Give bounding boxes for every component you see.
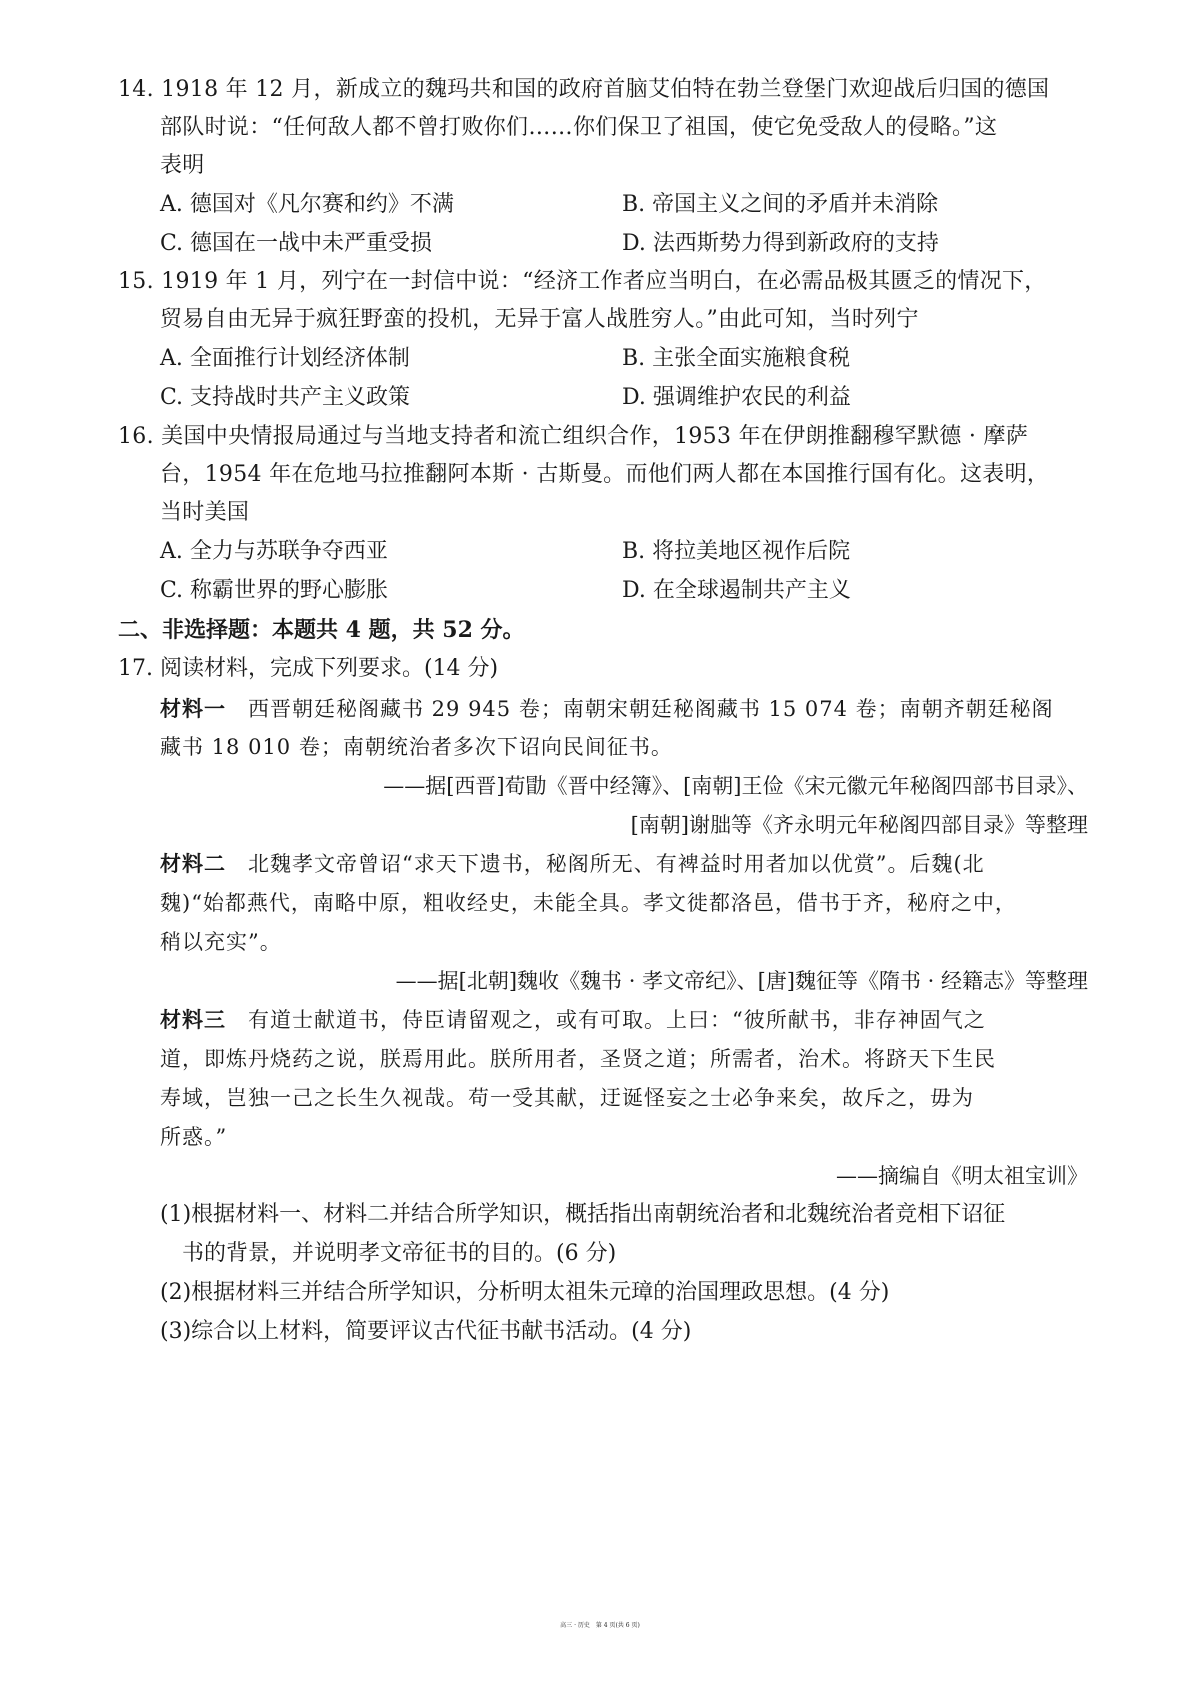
q17-sub-2: (2)根据材料三并结合所学知识，分析明太祖朱元璋的治国理政思想。(4 分) [160,1280,890,1305]
q14-option-c: C. 德国在一战中未严重受损 [160,231,433,256]
q16-option-d: D. 在全球遏制共产主义 [622,578,851,603]
material-2-label: 材料二 [160,851,226,876]
q15-option-b: B. 主张全面实施粮食税 [622,346,851,371]
q16-stem-line-3: 当时美国 [160,500,250,525]
q16-option-c: C. 称霸世界的野心膨胀 [160,578,389,603]
q15-stem-line-2: 贸易自由无异于疯狂野蛮的投机，无异于富人战胜穷人。”由此可知，当时列宁 [160,307,919,332]
section-heading: 二、非选择题：本题共 4 题，共 52 分。 [118,617,525,643]
material-1-line-1 [160,695,1054,723]
material-2-line-3: 稍以充实”。 [160,930,282,954]
q14-stem-line-3: 表明 [160,153,205,178]
material-1-source-line-2: [南朝]谢朏等《齐永明元年秘阁四部目录》等整理 [630,813,1088,837]
material-3-source: ——摘编自《明太祖宝训》 [836,1164,1088,1188]
q15-option-a: A. 全面推行计划经济体制 [160,346,410,371]
material-3-line-3: 寿域，岂独一己之长生久视哉。苟一受其献，迂诞怪妄之士必争来矣，故斥之，毋为 [160,1086,974,1110]
q14-stem-line-1: 14. 1918 年 12 月，新成立的魏玛共和国的政府首脑艾伯特在勃兰登堡门欢迎战后归国的德国 [118,77,1050,102]
material-1-line-2: 藏书 18 010 卷；南朝统治者多次下诏向民间征书。 [160,735,673,759]
material-2-line-1 [160,850,985,878]
q17-sub-1-line-1: (1)根据材料一、材料二并结合所学知识，概括指出南朝统治者和北魏统治者竞相下诏征 [160,1202,1006,1227]
q14-option-a: A. 德国对《凡尔赛和约》不满 [160,192,454,217]
q17-sub-3: (3)综合以上材料，简要评议古代征书献书活动。(4 分) [160,1319,692,1344]
material-3-text: 有道士献道书，侍臣请留观之，或有可取。上曰：“彼所献书，非存神固气之 [248,1008,986,1032]
q16-stem-line-2: 台，1954 年在危地马拉推翻阿本斯 · 古斯曼。而他们两人都在本国推行国有化。这表明， [160,462,1050,487]
material-2-text: 北魏孝文帝曾诏“求天下遗书，秘阁所无、有裨益时用者加以优赏”。后魏(北 [248,852,985,876]
q16-option-a: A. 全力与苏联争夺西亚 [160,539,388,564]
q17-sub-1-line-2: 书的背景，并说明孝文帝征书的目的。(6 分) [182,1241,617,1266]
material-1-source-line-1: ——据[西晋]荀勖《晋中经簿》、[南朝]王俭《宋元徽元年秘阁四部书目录》、 [383,774,1088,798]
q16-stem-line-1: 16. 美国中央情报局通过与当地支持者和流亡组织合作，1953 年在伊朗推翻穆罕默德 · 摩萨 [118,424,1029,449]
material-3-line-1 [160,1006,986,1034]
q15-stem-line-1: 15. 1919 年 1 月，列宁在一封信中说：“经济工作者应当明白，在必需品极其匮乏的情况下， [118,269,1047,294]
page-footer: 高三 · 历史 第 4 页(共 6 页) [560,1622,640,1629]
q14-option-d: D. 法西斯势力得到新政府的支持 [622,231,939,256]
q14-option-b: B. 帝国主义之间的矛盾并未消除 [622,192,939,217]
material-1-text: 西晋朝廷秘阁藏书 29 945 卷；南朝宋朝廷秘阁藏书 15 074 卷；南朝齐朝廷秘阁 [248,697,1054,721]
q14-stem-line-2: 部队时说：“任何敌人都不曾打败你们……你们保卫了祖国，使它免受敌人的侵略。”这 [160,115,998,140]
material-3-line-4: 所惑。” [160,1125,228,1149]
material-2-line-2: 魏)“始都燕代，南略中原，粗收经史，未能全具。孝文徙都洛邑，借书于齐，秘府之中， [160,891,1017,915]
q16-option-b: B. 将拉美地区视作后院 [622,539,851,564]
q15-option-c: C. 支持战时共产主义政策 [160,385,411,410]
q15-option-d: D. 强调维护农民的利益 [622,385,851,410]
material-3-line-2: 道，即炼丹烧药之说，朕焉用此。朕所用者，圣贤之道；所需者，治术。将跻天下生民 [160,1047,996,1071]
material-2-source: ——据[北朝]魏收《魏书 · 孝文帝纪》、[唐]魏征等《隋书 · 经籍志》等整理 [395,969,1088,993]
q17-intro: 17. 阅读材料，完成下列要求。(14 分) [118,656,499,681]
material-3-label: 材料三 [160,1007,226,1032]
material-1-label: 材料一 [160,696,226,721]
